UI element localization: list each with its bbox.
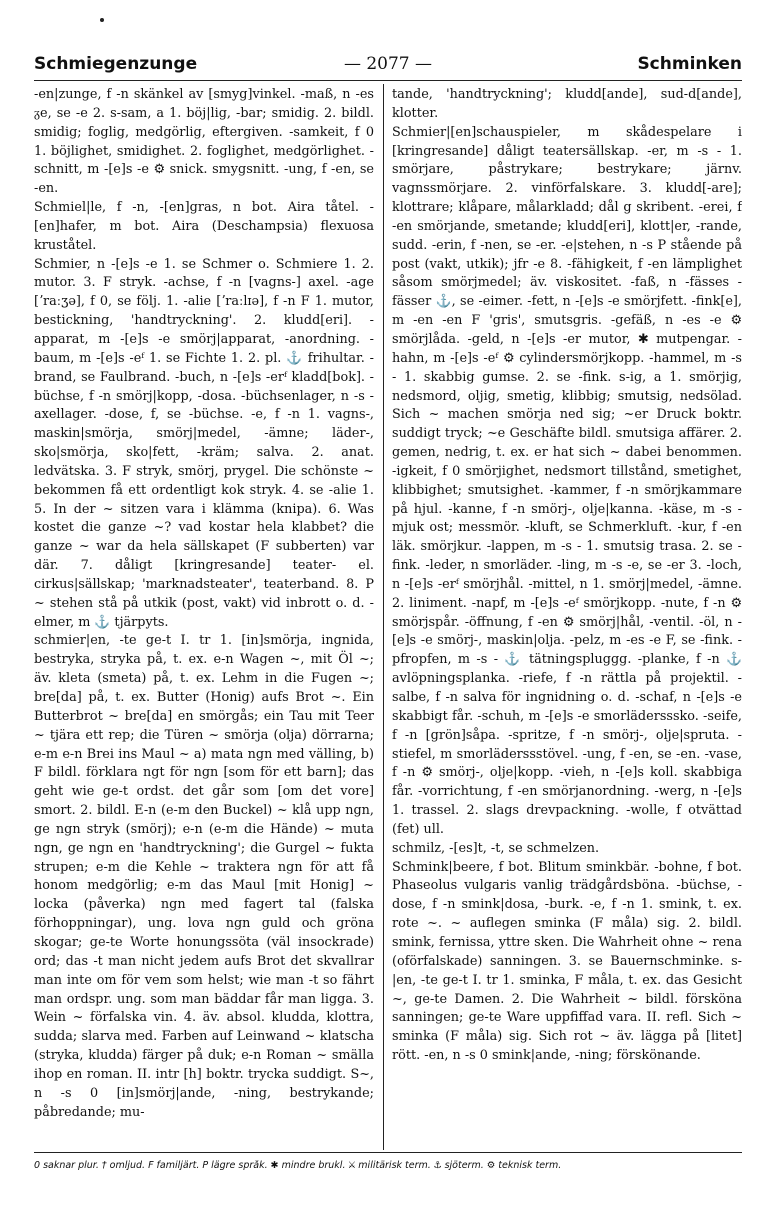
dictionary-entry: tande, 'handtryckning'; kludd[ande], sud-d[ande], klotter. bbox=[392, 87, 742, 121]
abbreviation-legend: 0 saknar plur. † omljud. F familjärt. P lägre språk. ✱ mindre brukl. ⚔ militärisk term. ⚓ sjöterm. ⚙ teknisk term. bbox=[34, 1160, 562, 1171]
page-header bbox=[34, 50, 742, 76]
left-column bbox=[34, 86, 374, 1148]
page-number: — 2077 — bbox=[343, 54, 433, 74]
dictionary-entry: Schmier, n -[e]s -e 1. se Schmer o. Schmiere 1. 2. mutor. 3. F stryk. -achse, f -n [vagns-] axel. -age [ʼraːʒə], f 0, se följ. 1. -alie [ʼraːlɪə], f -n F 1. mutor, bestickning, 'handtryckning'. 2. kludd[eri]. -apparat, m -[e]s -e smörj|apparat, -anordning. -baum, m -[e]s -eᶠ 1. se Fichte 1. 2. pl. ⚓ frihultar. -brand, se Faulbrand. -buch, n -[e]s -erᶠ kladd[bok]. -büchse, f -n smörj|kopp, -dosa. -büchsenlager, n -s - axellager. -dose, f, se -büchse. -e, f -n 1. vagns-, maskin|smörja, smörj|medel, -ämne; läder-, sko|smörja, sko|fett, -kräm; salva. 2. anat. ledvätska. 3. F stryk, smörj, prygel. Die schönste ~ bekommen få ett ordentligt kok stryk. 4. se -alie 1. 5. In der ~ sitzen vara i klämma (knipa). 6. Was kostet die ganze ~? vad kostar hela klabbet? die ganze ~ war da hela sällskapet (F subberten) var där. 7. dåligt [kringresande] teater- el. cirkus|sällskap; 'marknadsteater', teaterband. 8. P ~ stehen stå på utkik (post, vakt) vid inbrott o. d. -elmer, m ⚓ tjärpyts. bbox=[34, 256, 374, 630]
header-right-guide-word: Schminken bbox=[637, 54, 742, 74]
right-column bbox=[392, 86, 742, 1148]
stray-dot bbox=[100, 18, 104, 22]
dictionary-entry: schmilz, -[es]t, -t, se schmelzen. bbox=[392, 840, 600, 856]
header-left-guide-word: Schmiegenzunge bbox=[34, 54, 198, 74]
header-rule bbox=[34, 80, 742, 81]
dictionary-entry: Schmier|[en]schauspieler, m skådespelare i [kringresande] dåligt teatersällskap. -er, m -s - 1. smörjare, påstrykare; bestrykare; järnv. vagnssmörjare. 2. vinförfalskare. 3. kludd[-are]; klottrare; klåpare, målarkladd; dål g skribent. -erei, f -en smörjande, smetande; kludd[eri], klott|er, -rande, sudd. -erin, f -nen, se -er. -e|stehen, n -s P stående på post (vakt, utkik); jfr -e 8. -fähigkeit, f -en lämplighet såsom smörjmedel; äv. viskositet. -faß, n -fässes -fässer ⚓, se -eimer. -fett, n -[e]s -e smörjfett. -fink[e], m -en -en F 'gris', smutsgris. -gefäß, n -es -e ⚙ smörjlåda. -geld, n -[e]s -er mutor, ✱ mutpengar. -hahn, m -[e]s -eᶠ ⚙ cylindersmörjkopp. -hammel, m -s - 1. skabbig gumse. 2. se -fink. s-ig, a 1. smörjig, nedsmord, oljig, smetig, klibbig; smutsig, nedsölad. Sich ~ machen smörja ned sig; ~er Druck boktr. suddigt tryck; ~e Geschäfte bildl. smutsiga affärer. 2. gemen, nedrig, t. ex. er hat sich ~ dabei benommen. -igkeit, f 0 smörjighet, nedsmort tillstånd, smetighet, klibbighet; smutsighet. -kammer, f -n smörjkammare på hjul. -kanne, f -n smörj-, olje|kanna. -käse, m -s - mjuk ost; messmör. -kluft, se Schmerkluft. -kur, f -en läk. smörjkur. -lappen, m -s - 1. smutsig trasa. 2. se -fink. -leder, n smorläder. -ling, m -s -e, se -er 3. -loch, n -[e]s -erᶠ smörjhål. -mittel, n 1. smörj|medel, -ämne. 2. liniment. -napf, m -[e]s -eᶠ smörjkopp. -nute, f -n ⚙ smörjspår. -öffnung, f -en ⚙ smörj|hål, -ventil. -öl, n -[e]s -e smörj-, maskin|olja. -pelz, m -es -e F, se -fink. -pfropfen, m -s - ⚓ tätningspluggg. -planke, f -n ⚓ avlöpningsplanka. -riefe, f -n rättla på projektil. -salbe, f -n salva för ingnidning o. d. -schaf, n -[e]s -e skabbigt får. -schuh, m -[e]s -e smorlädersssko. -seife, f -n [grön]såpa. -spritze, f -n smörj-, olje|spruta. -stiefel, m smorläderssstövel. -ung, f -en, se -en. -vase, f -n ⚙ smörj-, olje|kopp. -vieh, n -[e]s koll. skabbiga får. -vorrichtung, f -en smörjanordning. -werg, n -[e]s 1. trassel. 2. slags drevpackning. -wolle, f otvättad (fet) ull. bbox=[392, 124, 742, 837]
dictionary-entry: -en|zunge, f -n skänkel av [smyg]vinkel. -maß, n -es ᵹe, se -e 2. s-sam, a 1. böj|lig, -bar; smidig. 2. bildl. smidig; foglig, medgörlig, eftergiven. -samkeit, f 0 1. böjlighet, smidighet. 2. foglighet, medgörlighet. -schnitt, m -[e]s -e ⚙ snick. smygsnitt. -ung, f -en, se -en. bbox=[34, 87, 374, 197]
dictionary-entry: schmier|en, -te ge-t I. tr 1. [in]smörja, ingnida, bestryka, stryka på, t. ex. e-n Wagen ~, mit Öl ~; äv. kleta (smeta) på, t. ex. Lehm in die Fugen ~; bre[da] på, t. ex. Butter (Honig) aufs Brot ~. Ein Butterbrot ~ bre[da] en smörgås; ein Tau mit Teer ~ tjära ett rep; die Türen ~ smörja (olja) dörrarna; e-m e-n Brei ins Maul ~ a) mata ngn med välling, b) F bildl. förklara ngt för ngn [som för ett barn]; das geht wie ge-t ordst. det går som [om det vore] smort. 2. bildl. E-n (e-m den Buckel) ~ klå upp ngn, ge ngn stryk (smörj); e-n (e-m die Hände) ~ muta ngn, ge ngn en 'handtryckning'; die Gurgel ~ fukta strupen; e-m die Kehle ~ traktera ngn för att få honom medgörlig; e-m das Maul [mit Honig] ~ locka (påverka) ngn med fagert tal (falska förhoppningar), ung. lova ngn guld och gröna skogar; ge-te Worte honungssöta (väl insockrade) ord; das -t man nicht jedem aufs Brot det skvallrar man inte om för vem som helst; wie man -t so fährt man ordspr. ung. som man bäddar får man ligga. 3. Wein ~ förfalska vin. 4. äv. absol. kludda, klottra, sudda; slarva med. Farben auf Leinwand ~ klatscha (stryka, kludda) färger på duk; e-n Roman ~ smälla ihop en roman. II. intr [h] boktr. trycka suddigt. S~, n -s 0 [in]smörj|ande, -ning, bestrykande; påbredande; mu- bbox=[34, 633, 374, 1120]
dictionary-entry: Schmink|beere, f bot. Blitum sminkbär. -bohne, f bot. Phaseolus vulgaris vanlig trädgårdsböna. -büchse, -dose, f -n smink|dosa, -burk. -e, f -n 1. smink, t. ex. rote ~. ~ auflegen sminka (F måla) sig. 2. bildl. smink, fernissa, yttre sken. Die Wahrheit ohne ~ rena (oförfalskade) sanningen. 3. se Bauernschminke. s-|en, -te ge-t I. tr 1. sminka, F måla, t. ex. das Gesicht ~, ge-te Damen. 2. Die Wahrheit ~ bildl. försköna sanningen; ge-te Ware uppfiffad vara. II. refl. Sich ~ sminka (F måla) sig. Sich rot ~ äv. lägga på [litet] rött. -en, n -s 0 smink|ande, -ning; förskönande. bbox=[392, 859, 742, 1064]
dictionary-entry: Schmiel|le, f -n, -[en]gras, n bot. Aira tåtel. -[en]hafer, m bot. Aira (Deschampsia) flexuosa kruståtel. bbox=[34, 200, 374, 253]
footer-rule bbox=[34, 1152, 742, 1153]
column-divider bbox=[383, 84, 384, 1150]
